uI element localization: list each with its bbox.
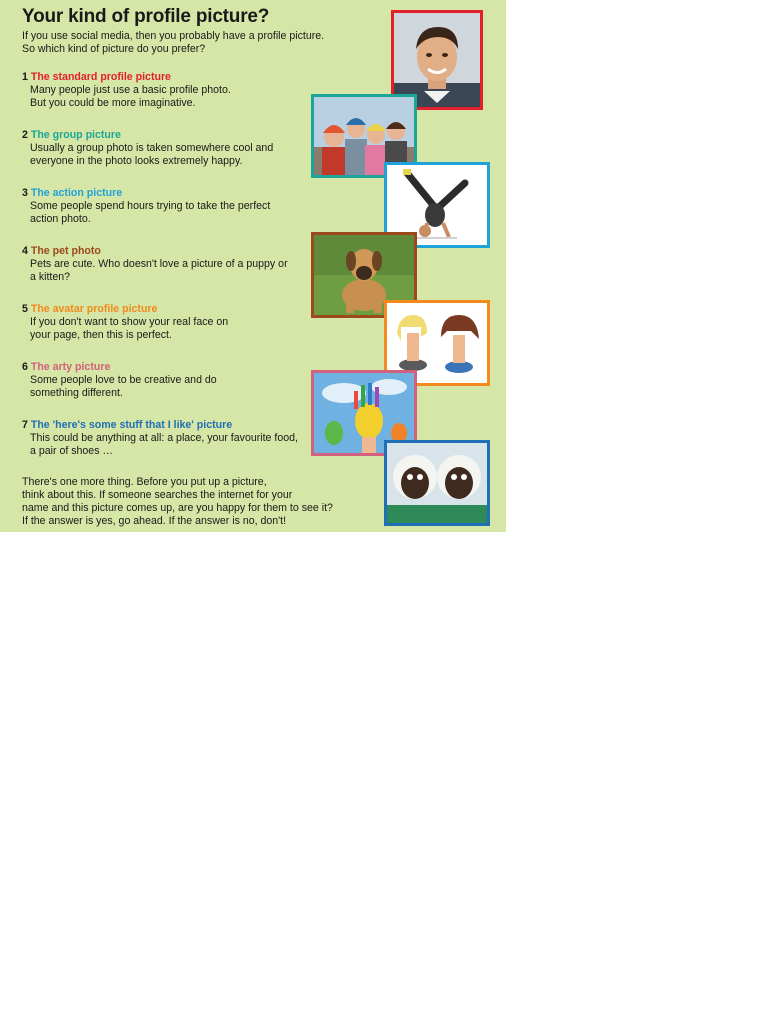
intro-line-1: If you use social media, then you probably have a profile picture.: [22, 30, 325, 42]
item-heading: The arty picture: [30, 361, 111, 373]
closing-paragraph: [22, 476, 352, 528]
item-arty-picture: [22, 361, 322, 400]
item-text-line: Some people spend hours trying to take the perfect: [30, 200, 271, 212]
item-text-line: something different.: [30, 387, 123, 399]
item-heading: The standard profile picture: [30, 71, 171, 83]
intro-line-2: So which kind of picture do you prefer?: [22, 43, 206, 55]
item-avatar-picture: [22, 303, 322, 342]
item-pet-photo: [22, 245, 322, 284]
item-heading: The action picture: [30, 187, 123, 199]
item-text-line: Some people love to be creative and do: [30, 374, 217, 386]
item-number: 2: [22, 129, 28, 141]
item-heading: The pet photo: [30, 245, 101, 257]
item-stuff-i-like-picture: [22, 419, 322, 458]
item-text-line: your page, then this is perfect.: [30, 329, 172, 341]
sheep-cakes-photo-icon: [387, 443, 487, 523]
outro-line-2: think about this. If someone searches the internet for your: [22, 489, 293, 501]
item-text-line: everyone in the photo looks extremely happy.: [30, 155, 243, 167]
item-group-picture: [22, 129, 322, 168]
article-panel: [0, 0, 506, 532]
item-text-line: action photo.: [30, 213, 91, 225]
sheep-cakes-photo: [384, 440, 490, 526]
item-text-line: This could be anything at all: a place, your favourite food,: [30, 432, 298, 444]
portrait-photo-icon: [394, 13, 480, 107]
page-title: Your kind of profile picture?: [22, 6, 270, 27]
item-text-line: a pair of shoes …: [30, 445, 114, 457]
item-number: 5: [22, 303, 28, 315]
item-number: 7: [22, 419, 28, 431]
item-text-line: a kitten?: [30, 271, 71, 283]
item-heading: The group picture: [30, 129, 121, 141]
item-number: 3: [22, 187, 28, 199]
item-text-line: Usually a group photo is taken somewhere cool and: [30, 142, 274, 154]
intro-text: [22, 30, 352, 56]
item-number: 1: [22, 71, 28, 83]
item-text-line: Pets are cute. Who doesn't love a picture of a puppy or: [30, 258, 288, 270]
item-text-line: Many people just use a basic profile photo.: [30, 84, 231, 96]
item-standard-picture: [22, 71, 322, 110]
item-number: 4: [22, 245, 28, 257]
item-heading: The 'here's some stuff that I like' picture: [30, 419, 233, 431]
outro-line-4: If the answer is yes, go ahead. If the answer is no, don't!: [22, 515, 287, 527]
item-text-line: But you could be more imaginative.: [30, 97, 196, 109]
outro-line-1: There's one more thing. Before you put up a picture,: [22, 476, 267, 488]
item-number: 6: [22, 361, 28, 373]
item-action-picture: [22, 187, 322, 226]
outro-line-3: name and this picture comes up, are you happy for them to see it?: [22, 502, 333, 514]
item-text-line: If you don't want to show your real face on: [30, 316, 229, 328]
item-heading: The avatar profile picture: [30, 303, 158, 315]
